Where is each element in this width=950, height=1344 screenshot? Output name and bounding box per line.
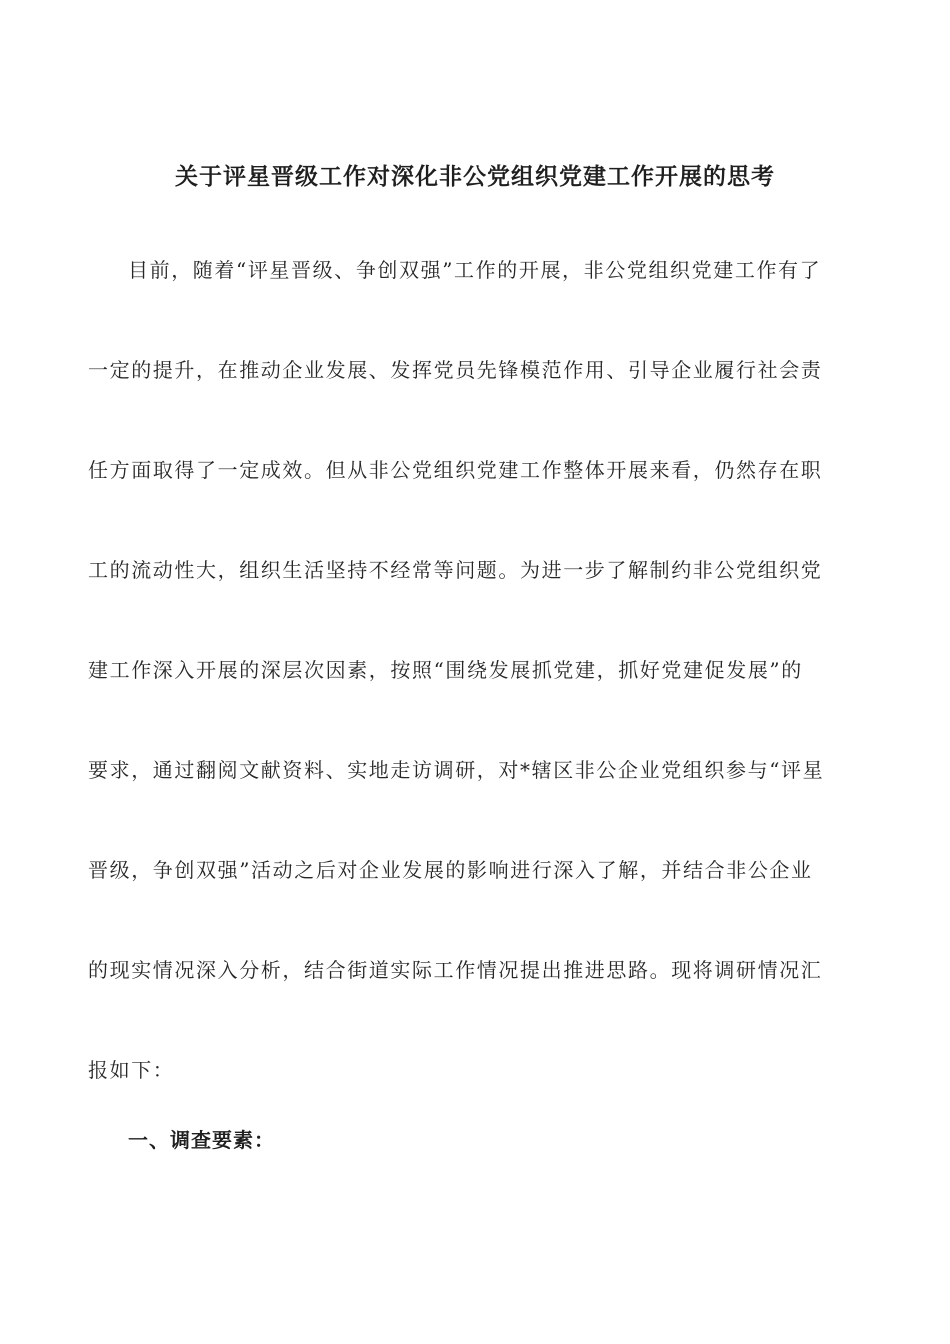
paragraph-line-1: 目前，随着“评星晋级、争创双强”工作的开展，非公党组织党建工作有了 <box>128 258 822 282</box>
section-heading: 一、调查要素： <box>128 1128 275 1152</box>
paragraph-line-6: 要求，通过翻阅文献资料、实地走访调研，对*辖区非公企业党组织参与“评星 <box>88 758 825 782</box>
paragraph-line-3: 任方面取得了一定成效。但从非公党组织党建工作整体开展来看，仍然存在职 <box>88 458 823 482</box>
paragraph-line-2: 一定的提升，在推动企业发展、发挥党员先锋模范作用、引导企业履行社会责 <box>88 358 823 382</box>
paragraph-line-4: 工的流动性大，组织生活坚持不经常等问题。为进一步了解制约非公党组织党 <box>88 558 823 582</box>
paragraph-line-7: 晋级，争创双强”活动之后对企业发展的影响进行深入了解，并结合非公企业 <box>88 858 813 882</box>
paragraph-line-8: 的现实情况深入分析，结合街道实际工作情况提出推进思路。现将调研情况汇 <box>88 958 823 982</box>
paragraph-line-5: 建工作深入开展的深层次因素，按照“围绕发展抓党建，抓好党建促发展”的 <box>88 658 803 682</box>
paragraph-line-9: 报如下： <box>88 1058 175 1082</box>
document-title: 关于评星晋级工作对深化非公党组织党建工作开展的思考 <box>175 164 775 190</box>
